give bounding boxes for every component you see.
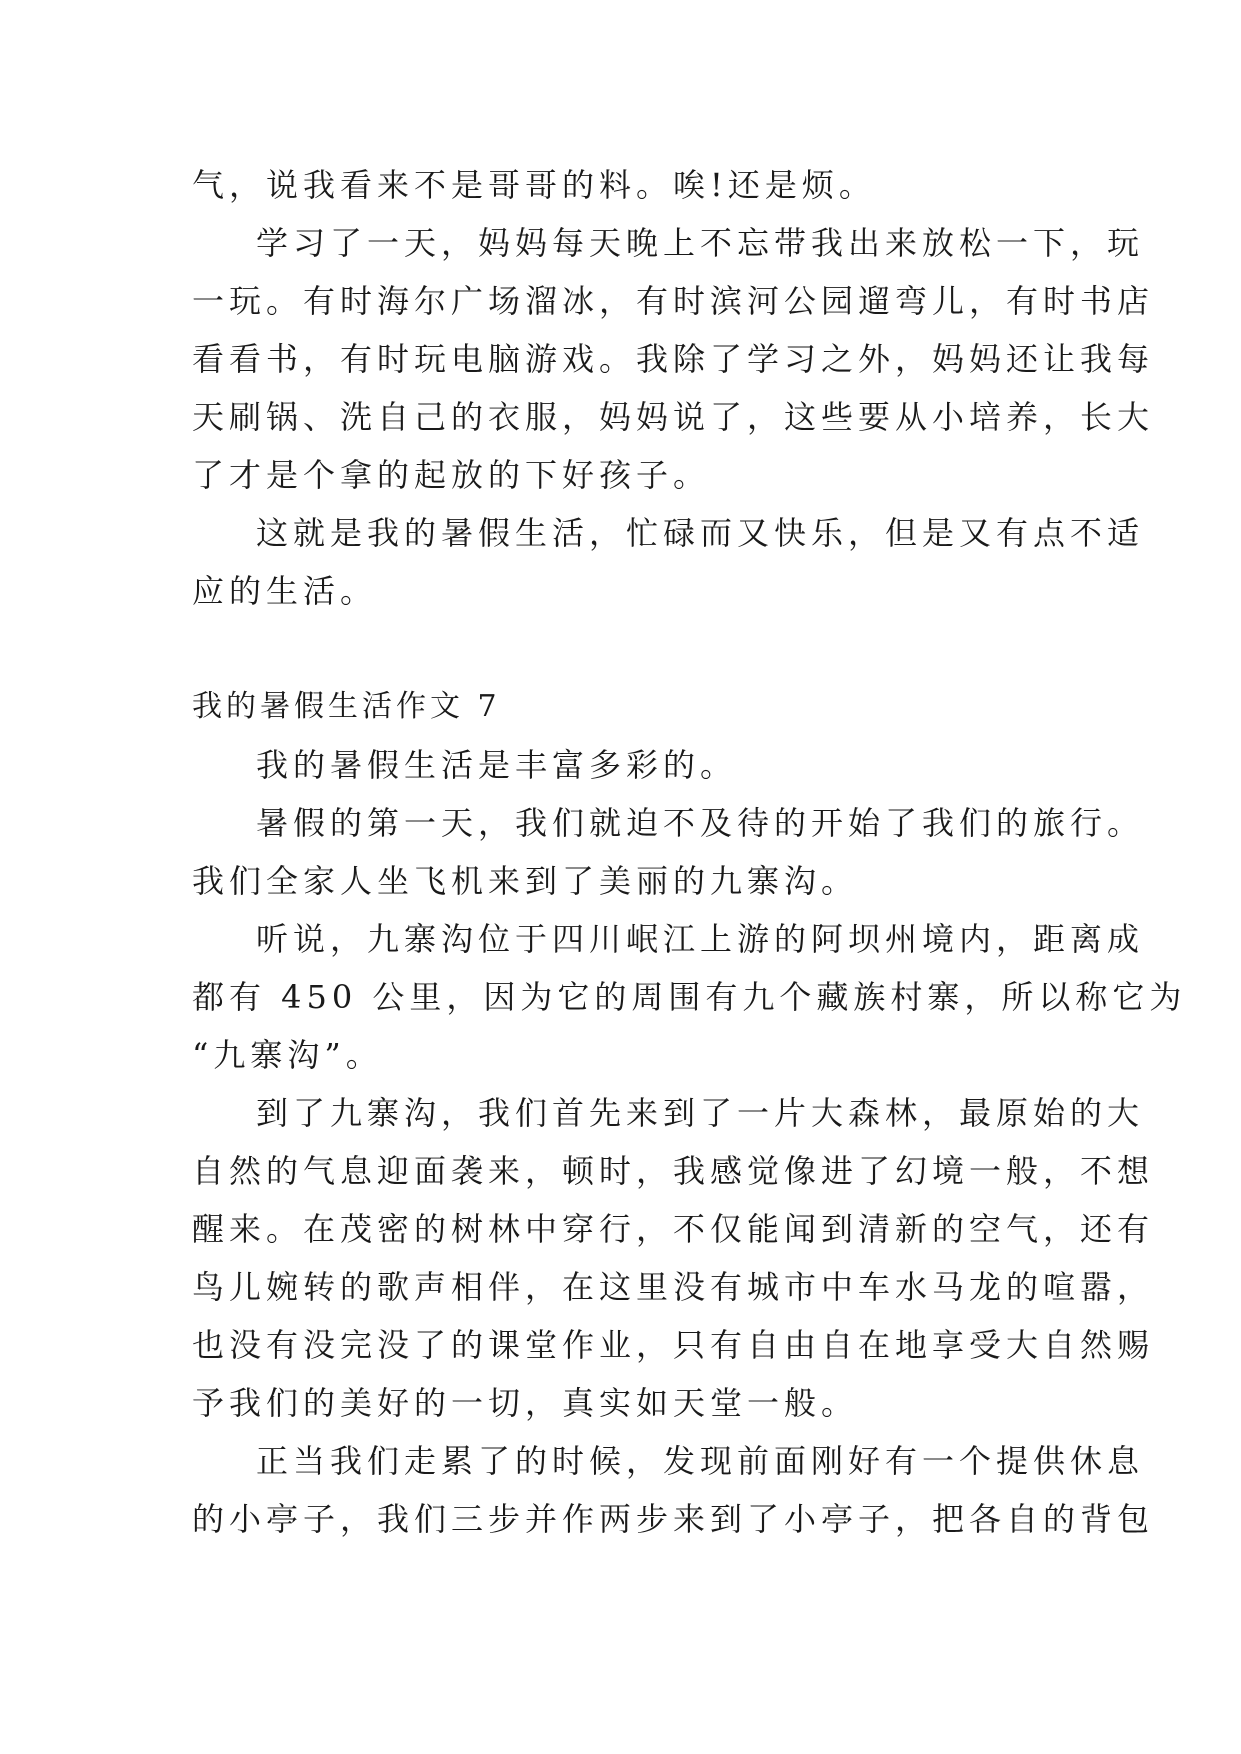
text-line: 鸟儿婉转的歌声相伴，在这里没有城市中车水马龙的喧嚣， <box>192 1268 1155 1306</box>
section-gap <box>192 620 1052 678</box>
text-line: 予我们的美好的一切，真实如天堂一般。 <box>192 1384 859 1422</box>
text-line: 学习了一天，妈妈每天晚上不忘带我出来放松一下，玩 <box>256 224 1145 262</box>
text-line: 一玩。有时海尔广场溜冰，有时滨河公园遛弯儿，有时书店 <box>192 282 1155 320</box>
text-line: 天刷锅、洗自己的衣服，妈妈说了，这些要从小培养，长大 <box>192 398 1155 436</box>
section-heading: 我的暑假生活作文 7 <box>192 689 501 724</box>
text-line: 的小亭子，我们三步并作两步来到了小亭子，把各自的背包 <box>192 1500 1155 1538</box>
text-line: 看看书，有时玩电脑游戏。我除了学习之外，妈妈还让我每 <box>192 340 1155 378</box>
text-line: 正当我们走累了的时候，发现前面刚好有一个提供休息 <box>256 1442 1145 1480</box>
text-line: 我的暑假生活是丰富多彩的。 <box>256 746 738 784</box>
text-line: 了才是个拿的起放的下好孩子。 <box>192 456 711 494</box>
text-line: 到了九寨沟，我们首先来到了一片大森林，最原始的大 <box>256 1094 1145 1132</box>
text-line: 气，说我看来不是哥哥的料。唉!还是烦。 <box>192 166 876 204</box>
text-line: 也没有没完没了的课堂作业，只有自由自在地享受大自然赐 <box>192 1326 1155 1364</box>
text-line: 应的生活。 <box>192 572 378 610</box>
text-line: 我们全家人坐飞机来到了美丽的九寨沟。 <box>192 862 859 900</box>
text-line: 自然的气息迎面袭来，顿时，我感觉像进了幻境一般，不想 <box>192 1152 1155 1190</box>
text-line: 醒来。在茂密的树林中穿行，不仅能闻到清新的空气，还有 <box>192 1210 1155 1248</box>
text-line: 听说，九寨沟位于四川岷江上游的阿坝州境内，距离成 <box>256 920 1145 958</box>
text-line: 都有 450 公里，因为它的周围有九个藏族村寨，所以称它为 <box>192 978 1187 1016</box>
text-line: “九寨沟”。 <box>192 1036 383 1074</box>
document-body <box>192 156 1187 1548</box>
text-line: 暑假的第一天，我们就迫不及待的开始了我们的旅行。 <box>256 804 1145 842</box>
text-line: 这就是我的暑假生活，忙碌而又快乐，但是又有点不适 <box>256 514 1145 552</box>
